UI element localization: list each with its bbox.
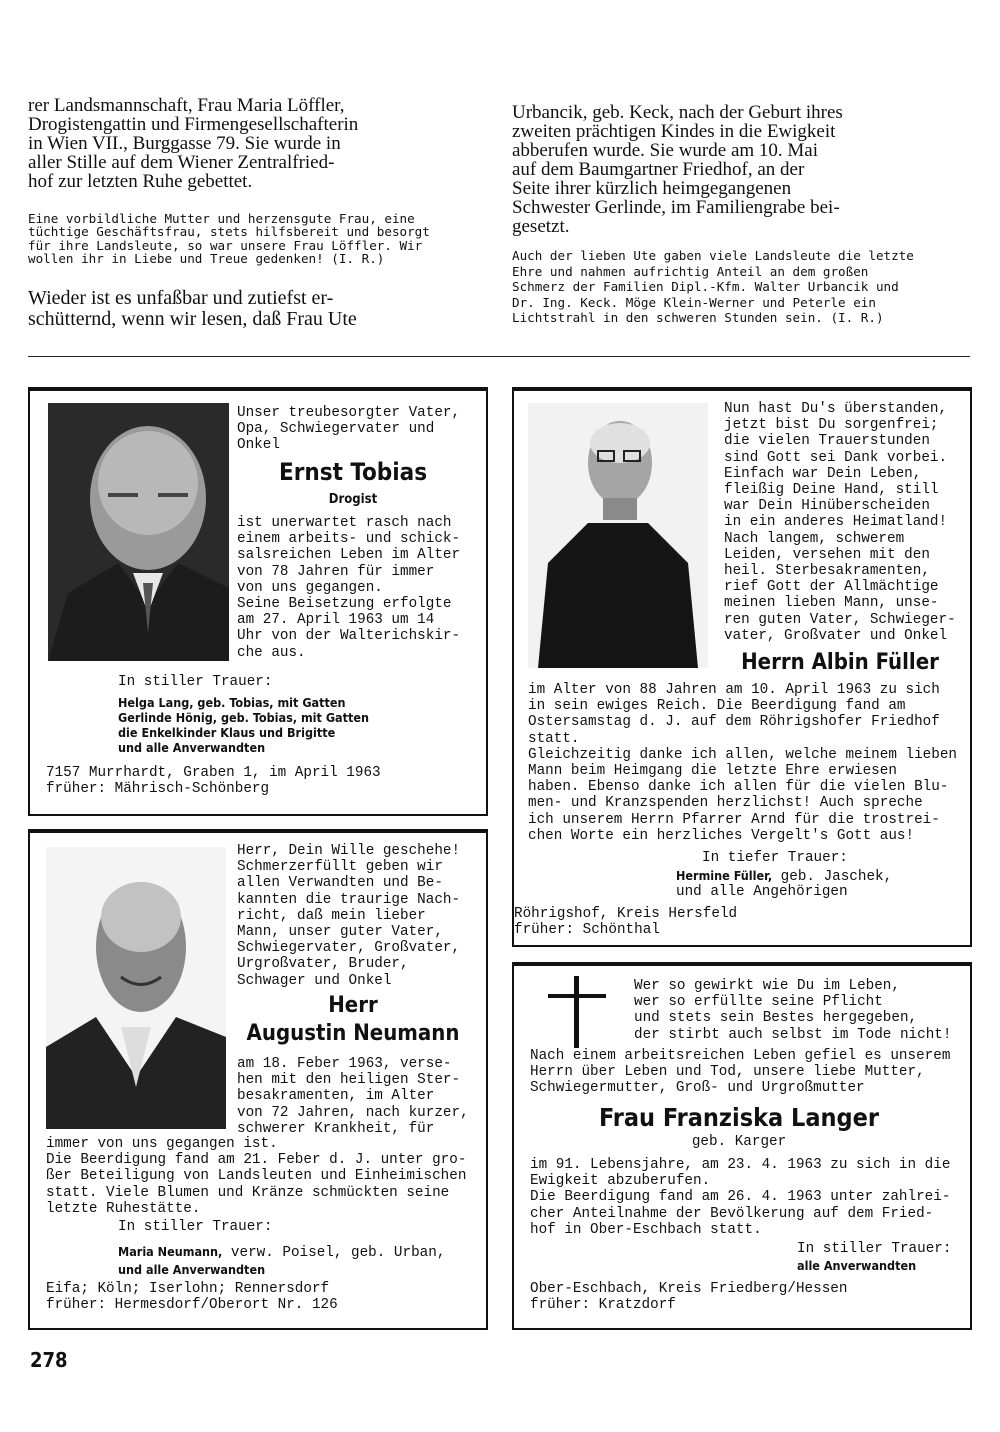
text-line: früher: Hermesdorf/Oberort Nr. 126	[46, 1297, 338, 1314]
text-line: aller Stille auf dem Wiener Zentralfried-	[28, 152, 335, 173]
box-top-rule	[28, 829, 488, 833]
place-line	[46, 1281, 338, 1313]
box-top-rule	[512, 962, 972, 966]
text-line: Nun hast Du's überstanden,	[724, 401, 948, 417]
text-line: einem arbeits- und schick-	[237, 531, 461, 548]
tobias-body	[237, 515, 469, 661]
text-line: besakramenten, im Alter	[237, 1088, 435, 1105]
text-line: hen mit den heiligen Ster-	[237, 1072, 461, 1089]
text-line: von 72 Jahren, nach kurzer,	[237, 1104, 469, 1121]
text-line: Urbancik, geb. Keck, nach der Geburt ihres	[512, 102, 843, 123]
place-line	[514, 906, 737, 938]
neumann-intro	[237, 843, 469, 989]
article-right-column	[512, 103, 972, 236]
portrait-photo	[46, 847, 226, 1129]
text-line: wer so erfüllte seine Pflicht	[634, 994, 883, 1011]
deceased-name: Frau Franziska Langer	[598, 1103, 880, 1132]
text-line: Ehre und nahmen aufrichtig Anteil an dem großen	[512, 263, 869, 279]
text-line: Onkel	[237, 437, 280, 454]
text-line: Schmerzerfüllt geben wir	[237, 859, 443, 876]
text-line: abberufen wurde. Sie wurde am 10. Mai	[512, 140, 819, 161]
text-line: Nach einem arbeitsreichen Leben gefiel es unserem	[530, 1048, 951, 1064]
box-top-rule	[28, 387, 488, 391]
text-line: rief Gott der Allmächtige	[724, 579, 939, 596]
text-line: der stirbt auch selbst im Tode nicht!	[634, 1026, 952, 1043]
text-line: zweiten prächtigen Kindes in die Ewigkeit	[512, 121, 836, 142]
text-line: che aus.	[237, 644, 306, 661]
text-line: tüchtige Geschäftsfrau, stets hilfsbereit und besorgt	[28, 224, 430, 240]
text-line: die vielen Trauerstunden	[724, 433, 930, 450]
text-line: ren guten Vater, Schwieger-	[724, 611, 956, 628]
text-line: und alle Anverwandten	[118, 740, 266, 755]
deceased-name: Ernst Tobias	[278, 458, 428, 486]
text-line: hof in Ober-Eschbach statt.	[530, 1221, 762, 1238]
mourning-label: In stiller Trauer:	[797, 1241, 952, 1257]
text-line: Opa, Schwiegervater und	[237, 421, 435, 438]
text-line: Mann beim Heimgang die letzte Ehre erwiesen	[528, 763, 897, 780]
text-line: Mann, unser guter Vater,	[237, 924, 443, 941]
tobias-intro	[237, 405, 469, 454]
text-line: am 18. Feber 1963, verse-	[237, 1056, 452, 1072]
text-line: für ihre Landsleute, so war unsere Frau Löffler. Wir	[28, 237, 423, 253]
profession: Drogist	[328, 492, 378, 507]
text-line: Schmerz der Familien Dipl.-Kfm. Walter Urbancik und	[512, 279, 899, 294]
text-line: Schwiegervater, Großvater,	[237, 940, 461, 957]
mourning-label: In stiller Trauer:	[118, 1219, 273, 1235]
text-line: Röhrigshof, Kreis Hersfeld	[514, 906, 738, 922]
text-line: Gleichzeitig danke ich allen, welche meinem lieben	[528, 746, 957, 763]
text-line: Helga Lang, geb. Tobias, mit Gatten	[118, 695, 346, 710]
text-line: Ostersamstag d. J. auf dem Röhrigshofer Friedhof	[528, 714, 940, 731]
text-line: Schwester Gerlinde, im Familiengrabe bei-	[512, 197, 840, 218]
text-line: ist unerwartet rasch nach	[237, 515, 452, 531]
text-line: statt. Viele Blumen und Kränze schmückten seine	[46, 1184, 450, 1201]
text-line: die Enkelkinder Klaus und Brigitte	[118, 725, 336, 740]
text-line: fleißig Deine Hand, still	[724, 482, 939, 499]
neumann-body-narrow	[237, 1056, 469, 1137]
text-line: war Dein Hinüberscheiden	[724, 498, 930, 515]
deceased-name: Herrn Albin Füller	[741, 650, 939, 675]
family-list: alle Anverwandten	[797, 1258, 917, 1273]
text-line: richt, daß mein lieber	[237, 907, 426, 924]
family-line	[118, 1244, 445, 1261]
cross-icon	[548, 976, 606, 1048]
text-line: vater, Großvater und Onkel	[724, 627, 948, 644]
text-line: men- und Kranzspenden herzlichst! Auch spreche	[528, 795, 923, 812]
family-rest: geb. Jaschek,	[772, 869, 893, 885]
text-line: und stets sein Bestes hergegeben,	[634, 1010, 918, 1027]
place-line	[46, 765, 381, 797]
text-line: hof zur letzten Ruhe gebettet.	[28, 171, 253, 192]
text-line: rer Landsmannschaft, Frau Maria Löffler,	[28, 95, 345, 116]
text-line: Die Beerdigung fand am 21. Feber d. J. unter gro-	[46, 1152, 467, 1169]
text-line: Wieder ist es unfaßbar und zutiefst er-	[28, 287, 334, 309]
text-line: schwerer Krankheit, für	[237, 1120, 435, 1137]
text-line: haben. Ebenso danke ich allen für die vielen Blu-	[528, 779, 949, 796]
text-line: Lichtstrahl in den schweren Stunden sein. (I. R.)	[512, 310, 884, 325]
text-line: Schwager und Onkel	[237, 972, 392, 989]
box-top-rule	[512, 387, 972, 391]
family-bold-name: Hermine Füller,	[676, 868, 773, 883]
cross-symbol	[548, 976, 606, 1048]
text-line: schütternd, wenn wir lesen, daß Frau Ute	[28, 308, 357, 330]
text-line: Drogistengattin und Firmengesellschafterin	[28, 114, 359, 135]
text-line: kannten die traurige Nach-	[237, 891, 461, 908]
family-rest: verw. Poisel, geb. Urban,	[222, 1245, 446, 1261]
text-line: von 78 Jahren für immer	[237, 563, 435, 580]
deceased-title: Herr	[328, 993, 378, 1018]
text-line: Eifa; Köln; Iserlohn; Rennersdorf	[46, 1281, 330, 1297]
article-left-note	[28, 212, 490, 265]
text-line: 7157 Murrhardt, Graben 1, im April 1963	[46, 765, 381, 781]
text-line: in sein ewiges Reich. Die Beerdigung fand am	[528, 698, 906, 715]
text-line: gesetzt.	[512, 216, 570, 237]
text-line: allen Verwandten und Be-	[237, 875, 443, 892]
text-line: Seine Beisetzung erfolgte	[237, 596, 452, 613]
text-line: Die Beerdigung fand am 26. 4. 1963 unter zahlrei-	[530, 1189, 951, 1206]
article-left-tail	[28, 288, 490, 330]
text-line: auf dem Baumgartner Friedhof, an der	[512, 159, 805, 180]
text-line: Schwiegermutter, Groß- und Urgroßmutter	[530, 1080, 865, 1097]
text-line: Uhr von der Walterichskir-	[237, 628, 461, 645]
text-line: im 91. Lebensjahre, am 23. 4. 1963 zu sich in die	[530, 1157, 951, 1173]
text-line: von uns gegangen.	[237, 579, 383, 596]
text-line: letzte Ruhestätte.	[46, 1200, 201, 1217]
text-line: Herr, Dein Wille geschehe!	[237, 843, 461, 859]
text-line: sind Gott sei Dank vorbei.	[724, 449, 948, 466]
text-line: Dr. Ing. Keck. Möge Klein-Werner und Peterle ein	[512, 294, 876, 310]
text-line: immer von uns gegangen ist.	[46, 1136, 278, 1152]
text-line: wollen ihr in Liebe und Treue gedenken! (I. R.)	[28, 250, 385, 266]
mourning-label: In tiefer Trauer:	[702, 850, 848, 866]
text-line: Nach langem, schwerem	[724, 530, 905, 547]
text-line: Ewigkeit abzuberufen.	[530, 1173, 711, 1190]
text-line: Gerlinde Hönig, geb. Tobias, mit Gatten	[118, 710, 370, 725]
text-line: jetzt bist Du sorgenfrei;	[724, 417, 939, 434]
langer-poem	[634, 978, 964, 1043]
text-line: Ober-Eschbach, Kreis Friedberg/Hessen	[530, 1281, 848, 1297]
text-line: Eine vorbildliche Mutter und herzensgute Frau, eine	[28, 211, 415, 226]
text-line: Leiden, versehen mit den	[724, 546, 930, 563]
langer-intro	[530, 1048, 960, 1097]
text-line: Herrn über Leben und Tod, unsere liebe Mutter,	[530, 1064, 925, 1081]
section-divider	[28, 356, 970, 357]
text-line: Wer so gewirkt wie Du im Leben,	[634, 978, 900, 994]
portrait-illustration	[48, 403, 229, 661]
fueller-intro	[724, 401, 956, 644]
text-line: in Wien VII., Burggasse 79. Sie wurde in	[28, 133, 341, 154]
text-line: am 27. April 1963 um 14	[237, 612, 435, 629]
family-bold-name: Maria Neumann,	[118, 1244, 223, 1259]
portrait-illustration	[528, 403, 708, 668]
article-left-column	[28, 96, 490, 191]
text-line: meinen lieben Mann, unse-	[724, 595, 939, 612]
text-line: früher: Mährisch-Schönberg	[46, 781, 270, 798]
page-number: 278	[30, 1348, 68, 1372]
text-line: früher: Kratzdorf	[530, 1297, 676, 1314]
family-line	[676, 868, 892, 885]
langer-body	[530, 1157, 960, 1238]
text-line: cher Anteilnahme der Bevölkerung auf dem Fried-	[530, 1205, 934, 1222]
portrait-illustration	[46, 847, 226, 1129]
maiden-name: geb. Karger	[691, 1134, 787, 1150]
fueller-body	[528, 682, 956, 844]
mourning-label: In stiller Trauer:	[118, 674, 273, 690]
place-line	[530, 1281, 847, 1313]
text-line: früher: Schönthal	[514, 922, 660, 939]
portrait-photo	[48, 403, 229, 661]
text-line: ich unserem Herrn Pfarrer Arnd für die trostrei-	[528, 811, 940, 828]
text-line: Einfach war Dein Leben,	[724, 465, 922, 482]
text-line: Auch der lieben Ute gaben viele Landsleute die letzte	[512, 248, 914, 263]
family-line-2: und alle Anverwandten	[118, 1262, 266, 1277]
text-line: Seite ihrer kürzlich heimgegangenen	[512, 178, 792, 199]
text-line: ßer Beteiligung von Landsleuten und Einheimischen	[46, 1168, 467, 1185]
text-line: Urgroßvater, Bruder,	[237, 956, 409, 973]
portrait-photo	[528, 403, 708, 668]
text-line: statt.	[528, 730, 580, 747]
family-list	[118, 695, 369, 755]
deceased-name: Augustin Neumann	[246, 1021, 460, 1046]
text-line: im Alter von 88 Jahren am 10. April 1963 zu sich	[528, 682, 940, 698]
family-line-2: und alle Angehörigen	[676, 884, 848, 900]
text-line: chen Worte ein herzliches Vergelt's Gott aus!	[528, 827, 915, 844]
text-line: Unser treubesorgter Vater,	[237, 405, 461, 421]
article-right-note	[512, 248, 972, 326]
text-line: heil. Sterbesakramenten,	[724, 563, 930, 580]
text-line: salsreichen Leben im Alter	[237, 547, 461, 564]
neumann-body-wide	[46, 1136, 470, 1217]
text-line: in ein anderes Heimatland!	[724, 514, 948, 531]
